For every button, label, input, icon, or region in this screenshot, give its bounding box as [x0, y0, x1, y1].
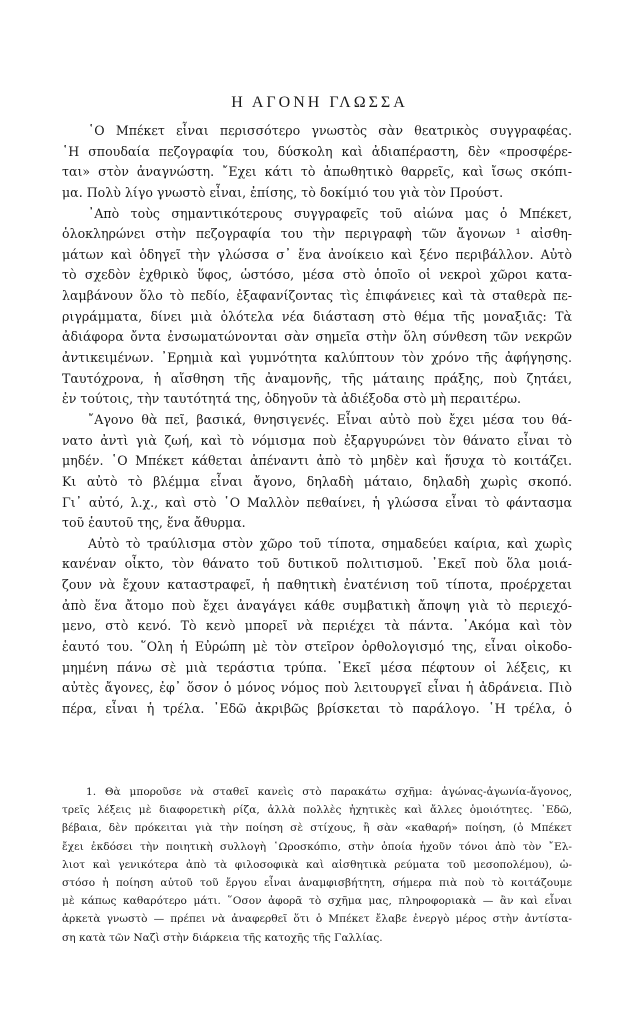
body-line: ῾Η σπουδαία πεζογραφία του, δύσκολη καὶ ἀδιαπέραστη, δὲν «προσφέρε- [62, 143, 572, 159]
body-line: Ταυτόχρονα, ἡ αἴσθηση τῆς ἀναμονῆς, τῆς μάταιης πράξης, ποὺ ζητάει, [62, 370, 572, 386]
body-line: μενο, στὸ κενό. Τὸ κενὸ μπορεῖ νὰ περιέχει τὰ πάντα. ᾿Ακόμα καὶ τὸν [62, 618, 572, 634]
body-line: τὸ σχεδὸν ἐχθρικὸ ὕφος, ὡστόσο, μέσα στὸ ὁποῖο οἱ νεκροὶ χῶροι κατα- [62, 267, 572, 283]
body-line: ἀδιάφορα ὄντα ἐνσωματώνονται σὰν σημεῖα στὴν ὅλη σύνθεση τῶν νεκρῶν [62, 329, 572, 345]
page-title: Η ΑΓΟΝΗ ΓΛΩΣΣΑ [231, 94, 408, 111]
body-line: ἀντικειμένων. ᾿Ερημιὰ καὶ γυμνότητα καλύπτουν τὸν χρόνο τῆς ἀφήγησης. [62, 350, 572, 366]
footnote-line: μὲ κάπως καθαρότερο μάτι. ῞Οσον ἀφορᾶ τὸ σχῆμα μας, πληροφοριακὰ — ἂν καὶ εἶναι [62, 895, 572, 908]
body-line: κανέναν οἶκτο, τὸν θάνατο τοῦ δυτικοῦ πολιτισμοῦ. ᾿Εκεῖ ποὺ ὅλα μοιά- [62, 556, 572, 572]
body-line: Γι᾿ αὐτό, λ.χ., καὶ στὸ ῾Ο Μαλλὸν πεθαίνει, ἡ γλώσσα εἶναι τὸ φάντασμα [62, 494, 572, 510]
body-line: Κι αὐτὸ τὸ βλέμμα εἶναι ἄγονο, δηλαδὴ μάταιο, δηλαδὴ χωρὶς σκοπό. [62, 473, 572, 489]
body-line: λαμβάνουν ὅλο τὸ πεδίο, ἐξαφανίζοντας τὶς ἐπιφάνειες καὶ τὰ σταθερὰ πε- [62, 288, 572, 304]
footnote-line: βέβαια, δὲν πρόκειται γιὰ τὴν ποίηση σὲ στίχους, ἢ σὰν «καθαρή» ποίηση, (ὁ Μπέκετ [62, 822, 572, 835]
footnote-line: 1. Θὰ μποροῦσε νὰ σταθεῖ κανεὶς στὸ παρακάτω σχῆμα: ἀγώνας-ἀγωνία-ἄγονος, [86, 786, 572, 798]
body-line: Αὐτὸ τὸ τραύλισμα στὸν χῶρο τοῦ τίποτα, σημαδεύει καίρια, καὶ χωρὶς [88, 535, 572, 551]
body-line: πέρα, εἶναι ἡ τρέλα. ᾿Εδῶ ἀκριβῶς βρίσκεται τὸ παράλογο. ῾Η τρέλα, ὁ [62, 700, 572, 716]
body-line: ᾿Απὸ τοὺς σημαντικότερους συγγραφεῖς τοῦ αἰώνα μας ὁ Μπέκετ, [88, 205, 572, 221]
footnote-line: ἔχει ἐκδόσει τὴν ποιητικὴ συλλογὴ ῾Ωροσκόπιο, στὴν ὁποία ἠχοῦν τόνοι ἀπὸ τὸν ῎Ελ- [62, 840, 572, 853]
body-line: μάτων καὶ ὁδηγεῖ τὴν γλώσσα σ᾿ ἕνα ἀνοίκειο καὶ ξένο περιβάλλον. Αὐτὸ [62, 246, 572, 262]
body-line: αὐτὲς ἄγονες, ἐφ᾿ ὅσον ὁ μόνος νόμος ποὺ λειτουργεῖ εἶναι ἡ ἀδράνεια. Πιὸ [62, 680, 572, 696]
body-line: νατο ἀντὶ γιὰ ζωή, καὶ τὸ νόμισμα ποὺ ἐξαργυρώνει τὸν θάνατο εἶναι τὸ [62, 432, 572, 448]
body-line: ἐν τούτοις, τὴν ταυτότητά της, ὁδηγοῦν τὰ ἀδιέξοδα στὸ μὴ περαιτέρω. [62, 391, 522, 407]
body-line: μηδέν. ῾Ο Μπέκετ κάθεται ἀπέναντι ἀπὸ τὸ μηδὲν καὶ ἥσυχα τὸ κοιτάζει. [62, 453, 572, 469]
body-line: μημένη πάνω σὲ μιὰ τεράστια τρύπα. ᾿Εκεῖ μέσα πέφτουν οἱ λέξεις, κι [62, 659, 572, 675]
footnote-line: στόσο ἡ ποίηση αὐτοῦ τοῦ ἔργου εἶναι ἀναμφισβήτητη, σήμερα πιὰ ποὺ τὸ κοιτάζουμε [62, 876, 572, 889]
body-line: τοῦ ἑαυτοῦ της, ἕνα ἄθυρμα. [62, 515, 246, 531]
body-line: μα. Πολὺ λίγο γνωστὸ εἶναι, ἐπίσης, τὸ δοκίμιό του γιὰ τὸν Προύστ. [62, 184, 504, 200]
body-line: ζουν νὰ ἔχουν καταστραφεῖ, ἡ παθητικὴ ἐνατένιση τοῦ τίποτα, προέρχεται [62, 577, 572, 593]
footnote-line: λιοτ καὶ γενικότερα ἀπὸ τὰ φιλοσοφικὰ καὶ αἰσθητικὰ ρεύματα τοῦ μεσοπολέμου), ὡ- [62, 858, 572, 871]
footnote-line: ση κατὰ τῶν Ναζὶ στὴν διάρκεια τῆς κατοχῆς τῆς Γαλλίας. [62, 931, 383, 944]
footnotes [62, 783, 572, 947]
body-line: ὁλοκληρώνει στὴν πεζογραφία του τὴν περιγραφὴ τῶν ἄγονων ¹ αἰσθη- [62, 226, 572, 242]
body-line: ριγράμματα, δίνει μιὰ ὁλότελα νέα διάσταση στὸ θέμα τῆς μοναξιᾶς: Τὰ [62, 308, 572, 324]
body-line: ῎Αγονο θὰ πεῖ, βασικά, θνησιγενές. Εἶναι αὐτὸ ποὺ ἔχει μέσα του θά- [88, 411, 572, 427]
footnote-line: τρεῖς λέξεις μὲ διαφορετικὴ ρίζα, ἀλλὰ πολλὲς ἠχητικὲς καὶ ἄλλες ὁμοιότητες. ᾿Εδῶ, [62, 804, 572, 817]
body-line: ται» στὸν ἀναγνώστη. ῎Εχει κάτι τὸ ἀπωθητικὸ θαρρεῖς, καὶ ἴσως σκόπι- [62, 164, 572, 180]
body-text [62, 121, 572, 720]
footnote-line: ἀρκετὰ γνωστὸ — πρέπει νὰ ἀναφερθεῖ ὅτι ὁ Μπέκετ ἔλαβε ἐνεργὸ μέρος στὴν ἀντίστα- [62, 913, 572, 926]
body-line: ἀπὸ ἕνα ἄτομο ποὺ ἔχει ἀναγάγει κάθε συμβατικὴ ἄποψη γιὰ τὸ περιεχό- [62, 597, 572, 613]
body-line: ῾Ο Μπέκετ εἶναι περισσότερο γνωστὸς σὰν θεατρικὸς συγγραφέας. [88, 123, 572, 138]
body-line: ἑαυτό του. ῞Ολη ἡ Εὐρώπη μὲ τὸν στεῖρον ὀρθολογισμό της, εἶναι οἰκοδο- [62, 639, 572, 655]
